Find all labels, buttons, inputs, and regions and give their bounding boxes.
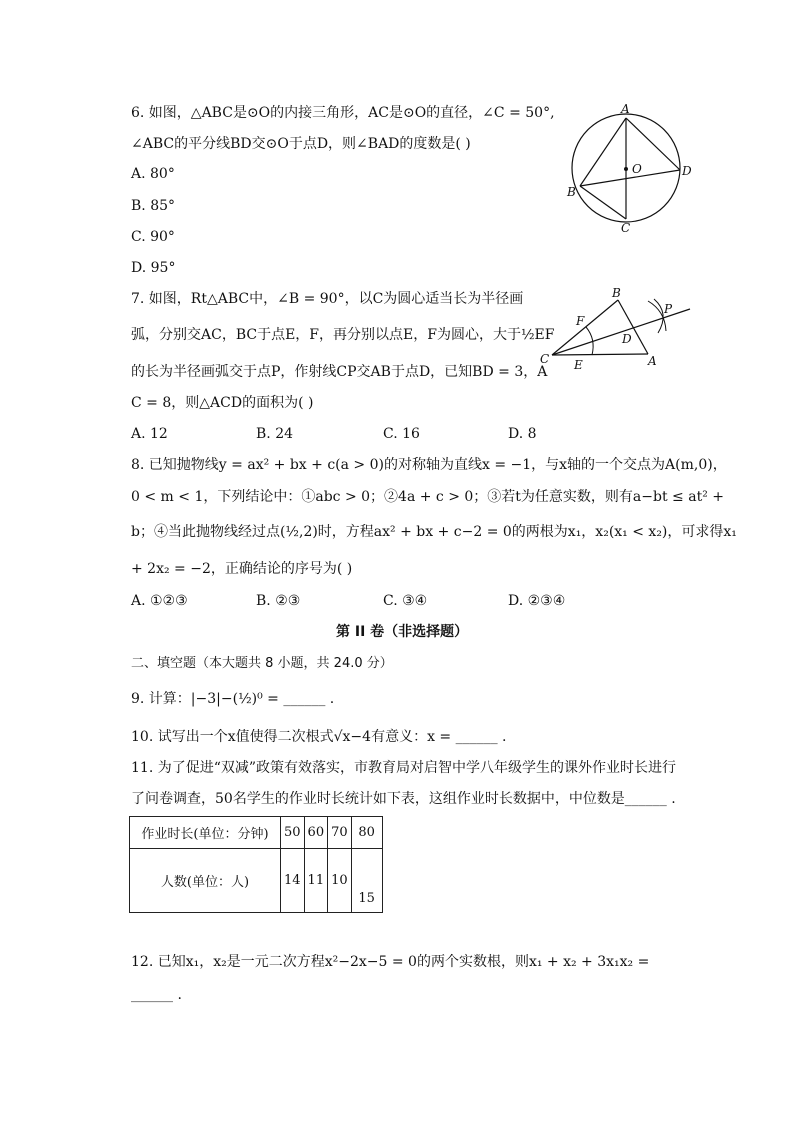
- q7-stem-line4: C = 8，则△ACD的面积为( ): [131, 395, 314, 411]
- label-c: C: [540, 352, 550, 366]
- q12-stem-line2: ______ .: [131, 987, 182, 1003]
- q12-stem-line1: 12. 已知x₁，x₂是一元二次方程x²−2x−5 = 0的两个实数根，则x₁ + x₂ + 3x₁x₂ =: [131, 954, 650, 970]
- q10-stem: 10. 试写出一个x值使得二次根式√x−4有意义：x = ______ .: [131, 729, 507, 745]
- label-d: D: [682, 164, 692, 178]
- q6-option-b: B. 85°: [131, 198, 176, 214]
- q6-option-d: D. 95°: [131, 260, 176, 276]
- center-point-o: [624, 167, 628, 171]
- q8-stem-line1: 8. 已知抛物线y = ax² + bx + c(a > 0)的对称轴为直线x = −1，与x轴的一个交点为A(m,0)，: [131, 457, 727, 473]
- table-cell: 70: [328, 817, 352, 849]
- label-a: A: [648, 354, 657, 368]
- q7-stem-line3: 的长为半径画弧交于点P，作射线CP交AB于点D，已知BD = 3，A: [131, 364, 548, 380]
- q8-option-b: B. ②③: [256, 593, 301, 609]
- q8-stem-line2: 0 < m < 1，下列结论中：①abc > 0；②4a + c > 0；③若t为任意实数，则有a−bt ≤ at² +: [131, 489, 724, 505]
- q6-stem-line1: 6. 如图，△ABC是⊙O的内接三角形，AC是⊙O的直径，∠C = 50°,: [131, 105, 555, 121]
- table-cell: 80: [351, 817, 382, 849]
- q7-stem-line1: 7. 如图，Rt△ABC中，∠B = 90°，以C为圆心适当长为半径画: [131, 291, 524, 307]
- label-a: A: [621, 102, 630, 116]
- q7-option-d: D. 8: [508, 426, 537, 442]
- q7-construction-figure: [530, 285, 695, 375]
- q8-option-c: C. ③④: [383, 593, 428, 609]
- arc-ef: [586, 327, 593, 355]
- q7-option-c: C. 16: [383, 426, 420, 442]
- arc-from-f: [654, 299, 663, 333]
- label-c: C: [621, 221, 631, 235]
- table-header-count: 人数(单位：人): [130, 849, 281, 913]
- table-row-time: [130, 817, 383, 849]
- q7-option-b: B. 24: [256, 426, 294, 442]
- label-f: F: [576, 314, 585, 328]
- table-cell: 14: [281, 849, 305, 913]
- section-fill-in-heading: 二、填空题（本大题共 8 小题，共 24.0 分）: [131, 656, 393, 671]
- q7-option-a: A. 12: [131, 426, 168, 442]
- table-cell: 10: [328, 849, 352, 913]
- segment-bc: [580, 186, 626, 219]
- label-p: P: [664, 302, 673, 316]
- table-cell: 50: [281, 817, 305, 849]
- q6-option-a: A. 80°: [131, 166, 175, 182]
- q6-option-c: C. 90°: [131, 229, 175, 245]
- q8-stem-line4: + 2x₂ = −2，正确结论的序号为( ): [131, 561, 353, 577]
- segment-ca: [552, 354, 648, 355]
- table-cell: 11: [304, 849, 328, 913]
- label-e: E: [574, 358, 583, 372]
- q8-stem-line3: b；④当此抛物线经过点(½,2)时，方程ax² + bx + c−2 = 0的两根为x₁，x₂(x₁ < x₂)，可求得x₁: [131, 524, 737, 540]
- homework-time-table: [129, 816, 383, 913]
- segment-bd: [580, 170, 680, 186]
- part2-title: 第 II 卷（非选择题）: [336, 624, 469, 640]
- table-row-count: [130, 849, 383, 913]
- table-cell: 60: [304, 817, 328, 849]
- q8-option-a: A. ①②③: [131, 593, 188, 609]
- table-cell: 15: [351, 849, 382, 913]
- q7-stem-line2: 弧，分别交AC，BC于点E，F，再分别以点E，F为圆心，大于½EF: [131, 327, 555, 343]
- label-o: O: [632, 162, 642, 176]
- q8-option-d: D. ②③④: [508, 593, 566, 609]
- q6-stem-line2: ∠ABC的平分线BD交⊙O于点D，则∠BAD的度数是( ): [131, 136, 471, 152]
- segment-cb: [552, 300, 618, 355]
- q11-stem-line2: 了问卷调查，50名学生的作业时长统计如下表，这组作业时长数据中，中位数是______ .: [131, 791, 676, 807]
- q6-circle-figure: [560, 98, 700, 238]
- segment-ab: [580, 118, 626, 186]
- table-header-time: 作业时长(单位：分钟): [130, 817, 281, 849]
- q9-stem: 9. 计算：|−3|−(½)⁰ = ______ .: [131, 691, 335, 707]
- label-d: D: [622, 332, 632, 346]
- label-b: B: [612, 286, 621, 300]
- q11-stem-line1: 11. 为了促进“双减”政策有效落实，市教育局对启智中学八年级学生的课外作业时长进行: [131, 760, 677, 776]
- label-b: B: [567, 185, 576, 199]
